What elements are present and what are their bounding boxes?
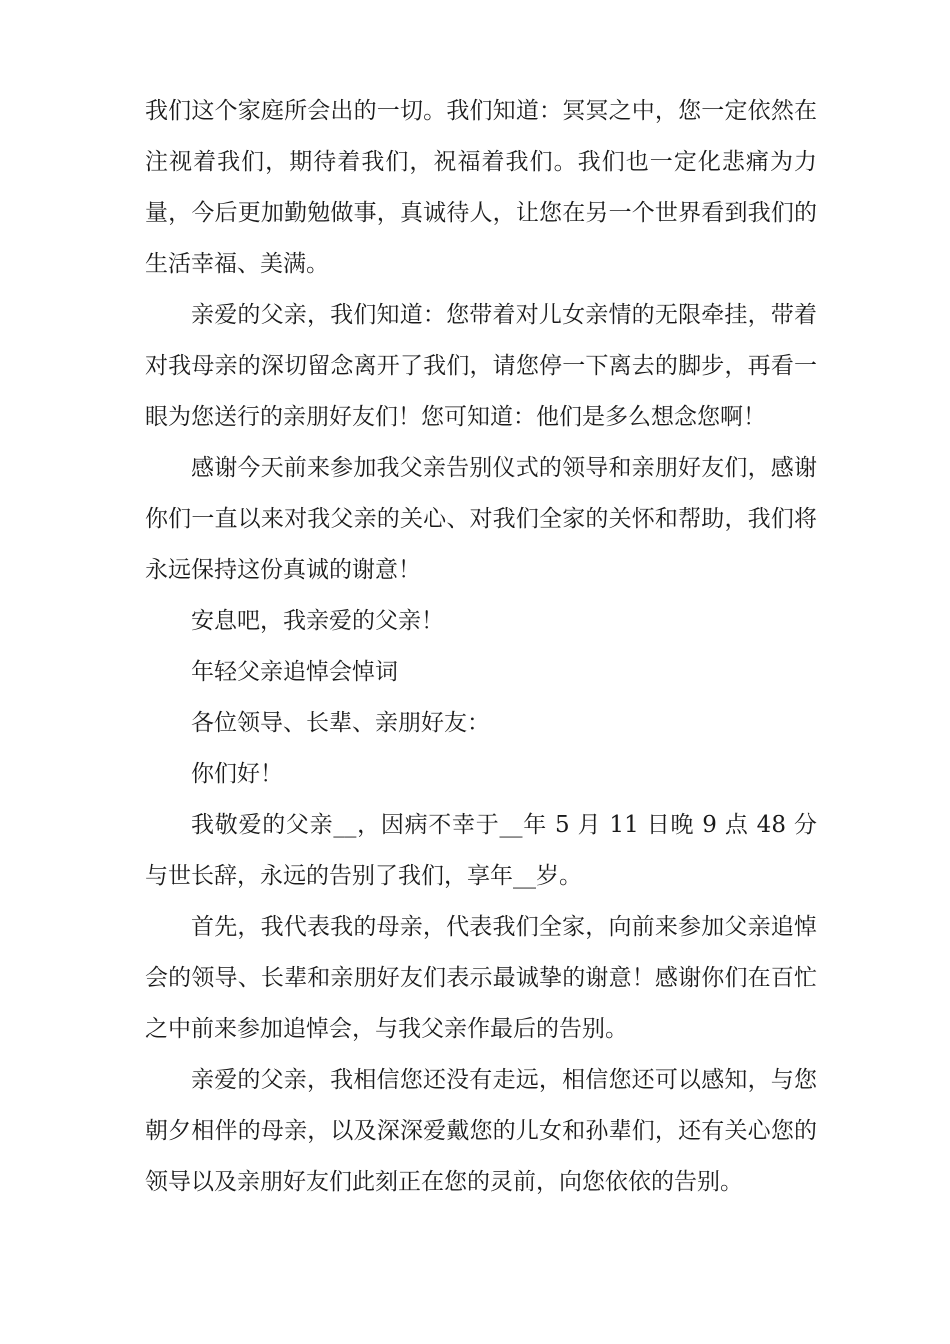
paragraph-9: 首先，我代表我的母亲，代表我们全家，向前来参加父亲追悼会的领导、长辈和亲朋好友们表示最诚挚的谢意！感谢你们在百忙之中前来参加追悼会，与我父亲作最后的告别。 — [145, 914, 817, 1042]
paragraph-4: 安息吧，我亲爱的父亲！ — [191, 608, 444, 634]
paragraph-8: 我敬爱的父亲__，因病不幸于__年 5 月 11 日晚 9 点 48 分与世长辞，永远的告别了我们，享年__岁。 — [145, 812, 817, 889]
greeting: 你们好！ — [191, 761, 283, 787]
paragraph-2: 亲爱的父亲，我们知道：您带着对儿女亲情的无限牵挂，带着对我母亲的深切留念离开了我们，请您停一下离去的脚步，再看一眼为您送行的亲朋好友们！您可知道：他们是多么想念您啊！ — [145, 302, 817, 430]
paragraph-10: 亲爱的父亲，我相信您还没有走远，相信您还可以感知，与您朝夕相伴的母亲，以及深深爱戴您的儿女和孙辈们，还有关心您的领导以及亲朋好友们此刻正在您的灵前，向您依依的告别。 — [145, 1067, 817, 1195]
paragraph-3: 感谢今天前来参加我父亲告别仪式的领导和亲朋好友们，感谢你们一直以来对我父亲的关心、对我们全家的关怀和帮助，我们将永远保持这份真诚的谢意！ — [145, 455, 817, 583]
paragraph-1: 我们这个家庭所会出的一切。我们知道：冥冥之中，您一定依然在注视着我们，期待着我们，祝福着我们。我们也一定化悲痛为力量，今后更加勤勉做事，真诚待人，让您在另一个世界看到我们的生活幸福、美满。 — [145, 98, 817, 277]
document-body — [145, 86, 817, 1208]
section-title: 年轻父亲追悼会悼词 — [191, 659, 398, 685]
salutation: 各位领导、长辈、亲朋好友： — [191, 710, 490, 736]
